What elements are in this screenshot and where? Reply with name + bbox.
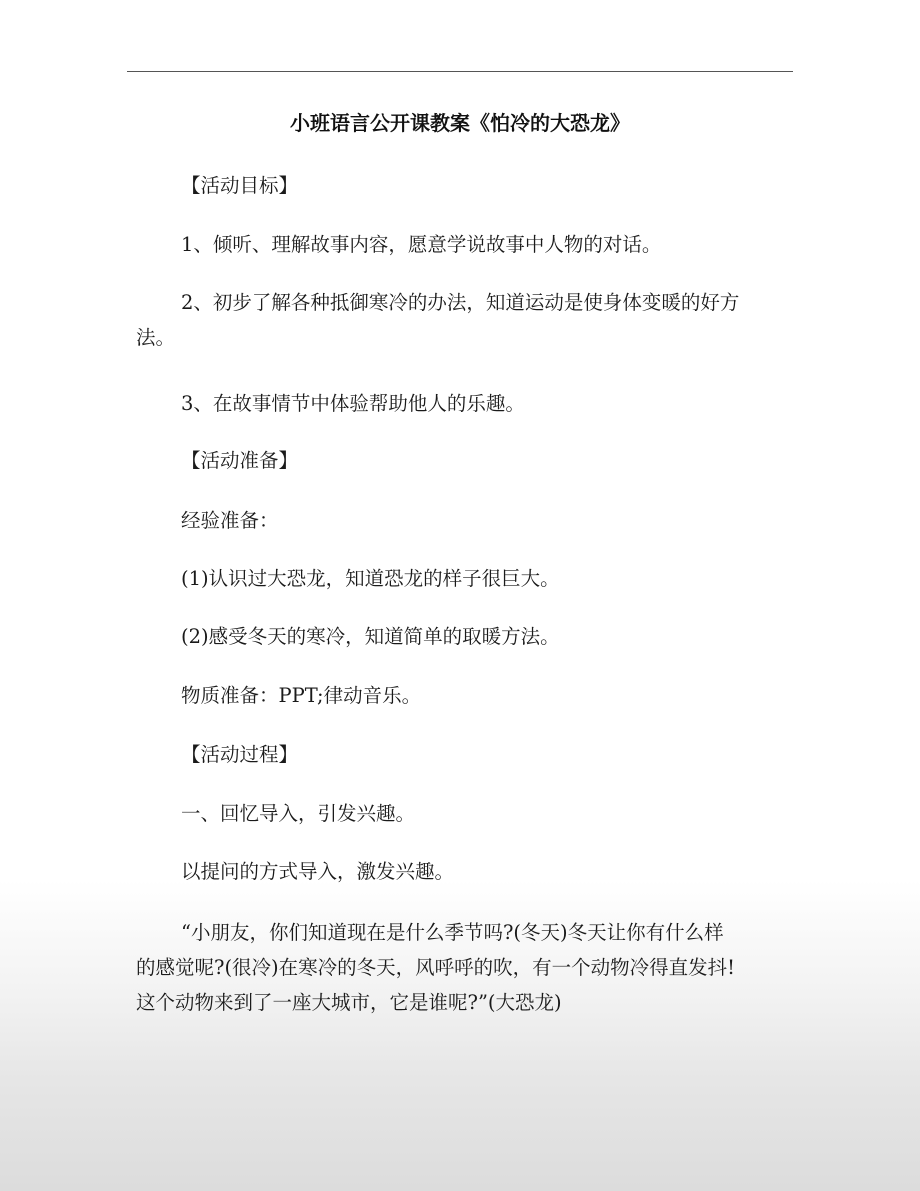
goal-2-line-1: 2、初步了解各种抵御寒冷的办法，知道运动是使身体变暖的好方 bbox=[181, 291, 740, 314]
document-title: 小班语言公开课教案《怕冷的大恐龙》 bbox=[290, 111, 630, 135]
prep-heading: 【活动准备】 bbox=[181, 449, 299, 472]
experience-prep: 经验准备： bbox=[181, 509, 279, 532]
goals-heading: 【活动目标】 bbox=[181, 174, 299, 197]
quote-line-1: “小朋友，你们知道现在是什么季节吗?(冬天)冬天让你有什么样 bbox=[181, 921, 724, 944]
prep-item-2: (2)感受冬天的寒冷，知道简单的取暖方法。 bbox=[181, 625, 560, 648]
step-1-desc: 以提问的方式导入，激发兴趣。 bbox=[181, 860, 455, 883]
goal-3: 3、在故事情节中体验帮助他人的乐趣。 bbox=[181, 392, 525, 415]
goal-2-line-2: 法。 bbox=[136, 326, 176, 349]
quote-line-2: 的感觉呢?(很冷)在寒冷的冬天，风呼呼的吹，有一个动物冷得直发抖! bbox=[136, 956, 736, 979]
process-heading: 【活动过程】 bbox=[181, 743, 299, 766]
goal-2 bbox=[136, 285, 796, 355]
goal-1: 1、倾听、理解故事内容，愿意学说故事中人物的对话。 bbox=[181, 233, 662, 256]
prep-item-1: (1)认识过大恐龙，知道恐龙的样子很巨大。 bbox=[181, 567, 560, 590]
header-rule bbox=[127, 71, 793, 72]
step-1: 一、回忆导入，引发兴趣。 bbox=[181, 802, 416, 825]
intro-quote bbox=[136, 915, 796, 1020]
quote-line-3: 这个动物来到了一座大城市，它是谁呢?”(大恐龙) bbox=[136, 991, 562, 1014]
material-prep: 物质准备：PPT;律动音乐。 bbox=[181, 684, 422, 707]
